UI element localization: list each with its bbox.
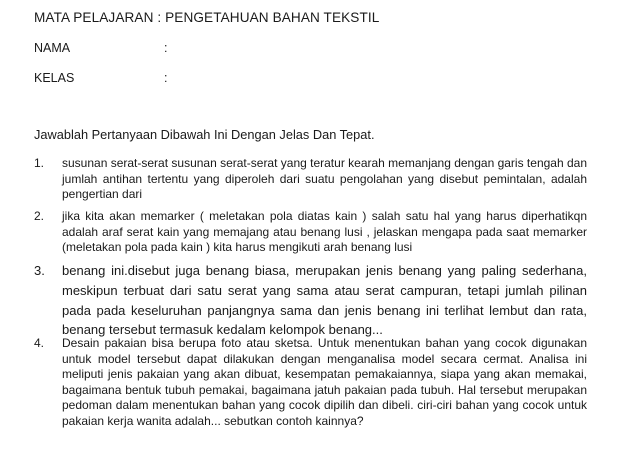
class-field-colon: : [164,71,168,85]
question-number: 4. [34,336,45,350]
subject-title: MATA PELAJARAN : PENGETAHUAN BAHAN TEKSTIL [34,10,380,25]
question-text: Desain pakaian bisa berupa foto atau sketsa. Untuk menentukan bahan yang cocok digunakan untuk model tersebut dapat dilakukan dengan menganalisa model secara cermat. Analisa ini meliputi jenis pakaian yang akan dibuat, kesempatan pemakaiannya, siapa yang akan memakai, bagaimana bentuk tubuh pemakai, bagaimana jatuh pakaian pada tubuh. Hal tersebut merupakan pedoman dalam menentukan bahan yang cocok dipilih dan dibeli. ciri-ciri bahan yang cocok untuk pakaian kerja wanita adalah... sebutkan contoh kainnya? [62,336,587,428]
class-field-row [34,71,234,89]
name-field-row [34,41,234,59]
instruction-text: Jawablah Pertanyaan Dibawah Ini Dengan Jelas Dan Tepat. [34,127,375,142]
question-text: susunan serat-serat susunan serat-serat yang teratur kearah memanjang dengan garis tengah dan jumlah antihan tertentu yang diperoleh dari suatu pengolahan yang disebut pemintalan, adalah pengertian dari [62,156,587,202]
question-number: 3. [34,263,45,278]
question-number: 1. [34,156,45,170]
question-text: jika kita akan memarker ( meletakan pola diatas kain ) salah satu hal yang harus diperhatikqn adalah araf serat kain yang memajang atau benang lusi , jelaskan mengapa pada saat memarker (meletakan pola pada kain ) kita harus mengikuti arah benang lusi [62,209,587,255]
name-field-colon: : [164,41,168,55]
name-field-label: NAMA [34,41,71,55]
question-number: 2. [34,209,45,223]
class-field-label: KELAS [34,71,75,85]
question-text: benang ini.disebut juga benang biasa, merupakan jenis benang yang paling sederhana, meskipun terbuat dari satu serat yang sama atau serat campuran, tetapi jumlah pilinan pada pada keseluruhan panjangnya sama dan jenis benang ini terlihat lembut dan rata, benang tersebut termasuk kedalam kelompok benang... [62,263,587,338]
